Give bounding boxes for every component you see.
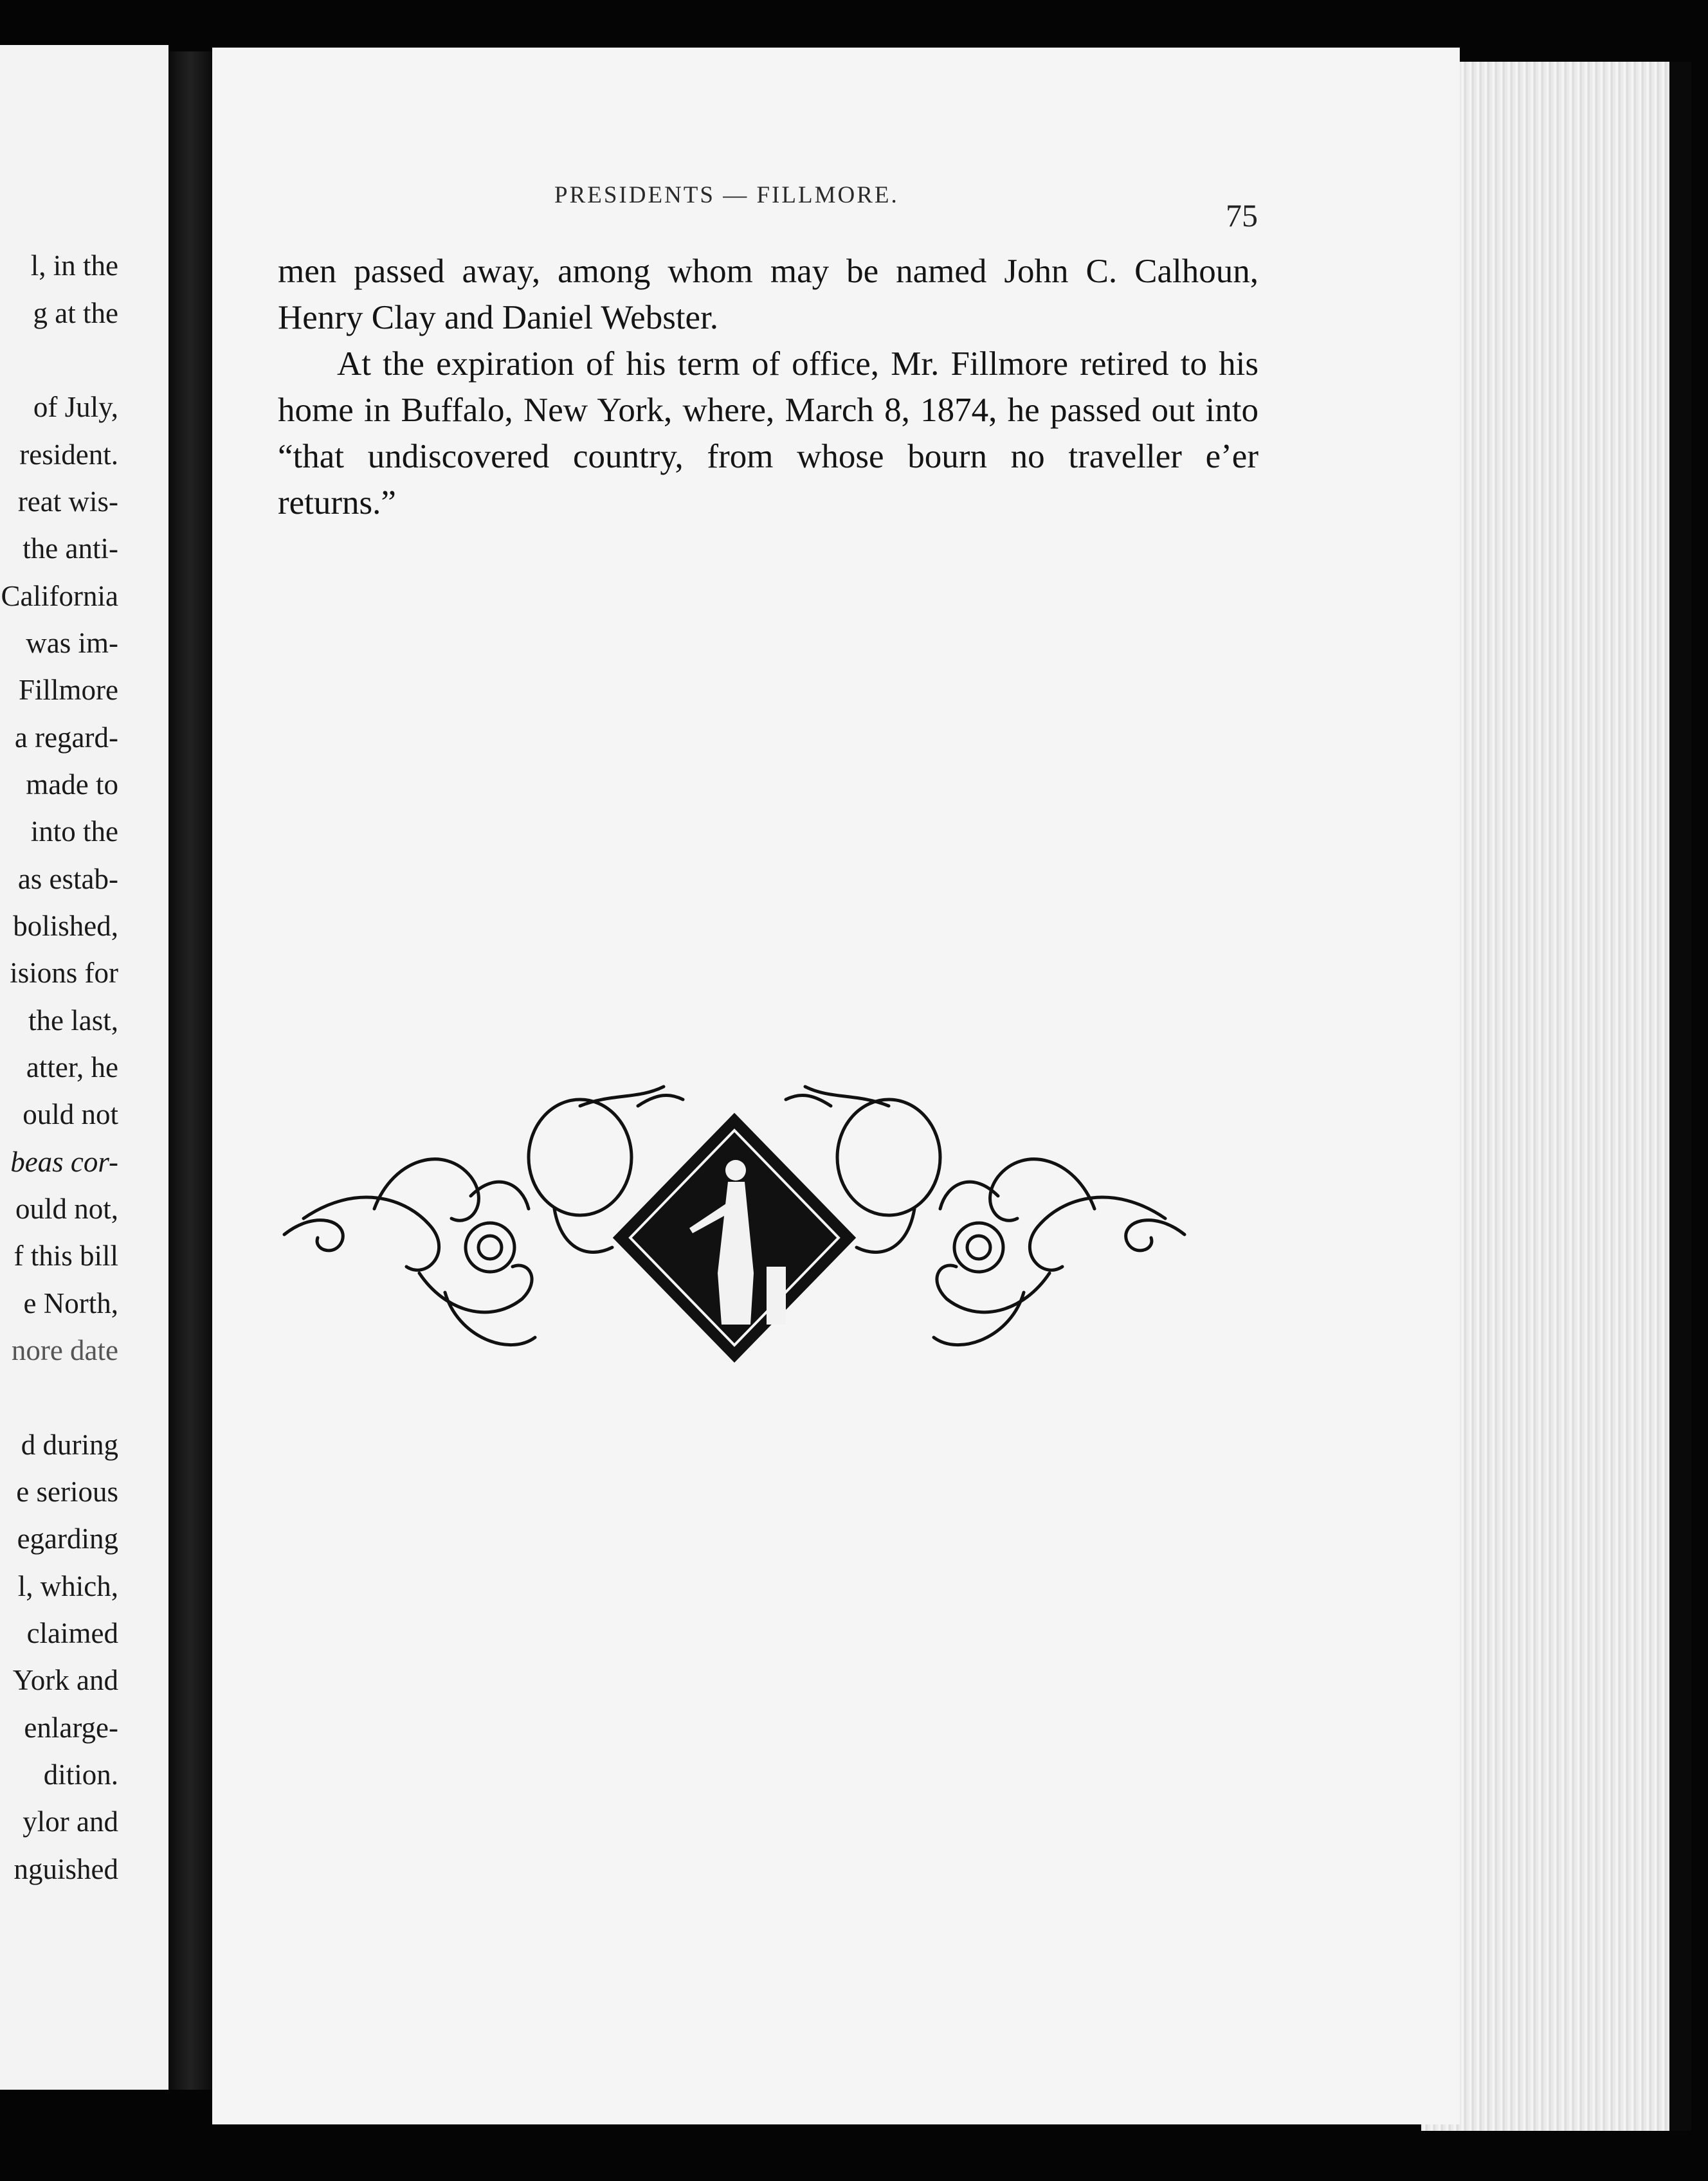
- left-line: into the: [30, 815, 118, 847]
- left-line: l, in the: [30, 249, 118, 282]
- left-line: a regard-: [14, 721, 118, 754]
- left-line: e serious: [16, 1476, 118, 1508]
- left-line: bolished,: [13, 910, 118, 942]
- left-line: beas cor-: [10, 1146, 118, 1178]
- left-line: l, which,: [17, 1570, 118, 1602]
- left-line: the anti-: [23, 532, 118, 565]
- page-number: 75: [1226, 197, 1258, 233]
- left-line: egarding: [17, 1523, 118, 1555]
- left-line: of July,: [33, 391, 118, 423]
- left-line: g at the: [33, 297, 118, 329]
- left-line: ylor and: [23, 1805, 118, 1838]
- left-line: claimed: [26, 1617, 118, 1649]
- left-line: enlarge-: [24, 1712, 118, 1744]
- left-line: f this bill: [14, 1240, 118, 1272]
- left-line: nore date: [11, 1334, 118, 1366]
- body-text: [278, 248, 1258, 526]
- left-line: e North,: [23, 1287, 118, 1319]
- left-line: Fillmore: [19, 674, 118, 706]
- left-line: ould not,: [15, 1193, 118, 1225]
- left-line: ould not: [23, 1098, 118, 1130]
- decorative-tailpiece-ornament: [278, 1080, 1191, 1402]
- left-page-fragment: [0, 45, 168, 2090]
- page-edge-stack: [1421, 62, 1691, 2131]
- left-line: made to: [26, 768, 118, 801]
- left-line: atter, he: [26, 1051, 118, 1083]
- paragraph: At the expiration of his term of office, Mr. Fillmore retired to his home in Buffalo, New York, where, March 8, 1874, he passed out into “that undiscovered country, from whose bourn no traveller e’er returns.”: [278, 345, 1258, 521]
- left-line: d during: [21, 1429, 118, 1461]
- left-line: dition.: [43, 1759, 118, 1791]
- left-line: reat wis-: [17, 485, 118, 518]
- left-line: isions for: [10, 957, 118, 989]
- left-line: resident.: [19, 439, 118, 471]
- left-line: as estab-: [17, 863, 118, 895]
- left-line: York and: [12, 1664, 118, 1696]
- left-line: nguished: [14, 1853, 118, 1885]
- left-line: was im-: [26, 627, 118, 659]
- left-line: California: [1, 580, 118, 612]
- left-line: the last,: [28, 1004, 118, 1036]
- running-head: PRESIDENTS — FILLMORE.: [554, 182, 899, 208]
- paragraph: men passed away, among whom may be named John C. Calhoun, Henry Clay and Daniel Webster.: [278, 253, 1258, 336]
- book-gutter: [168, 51, 212, 2090]
